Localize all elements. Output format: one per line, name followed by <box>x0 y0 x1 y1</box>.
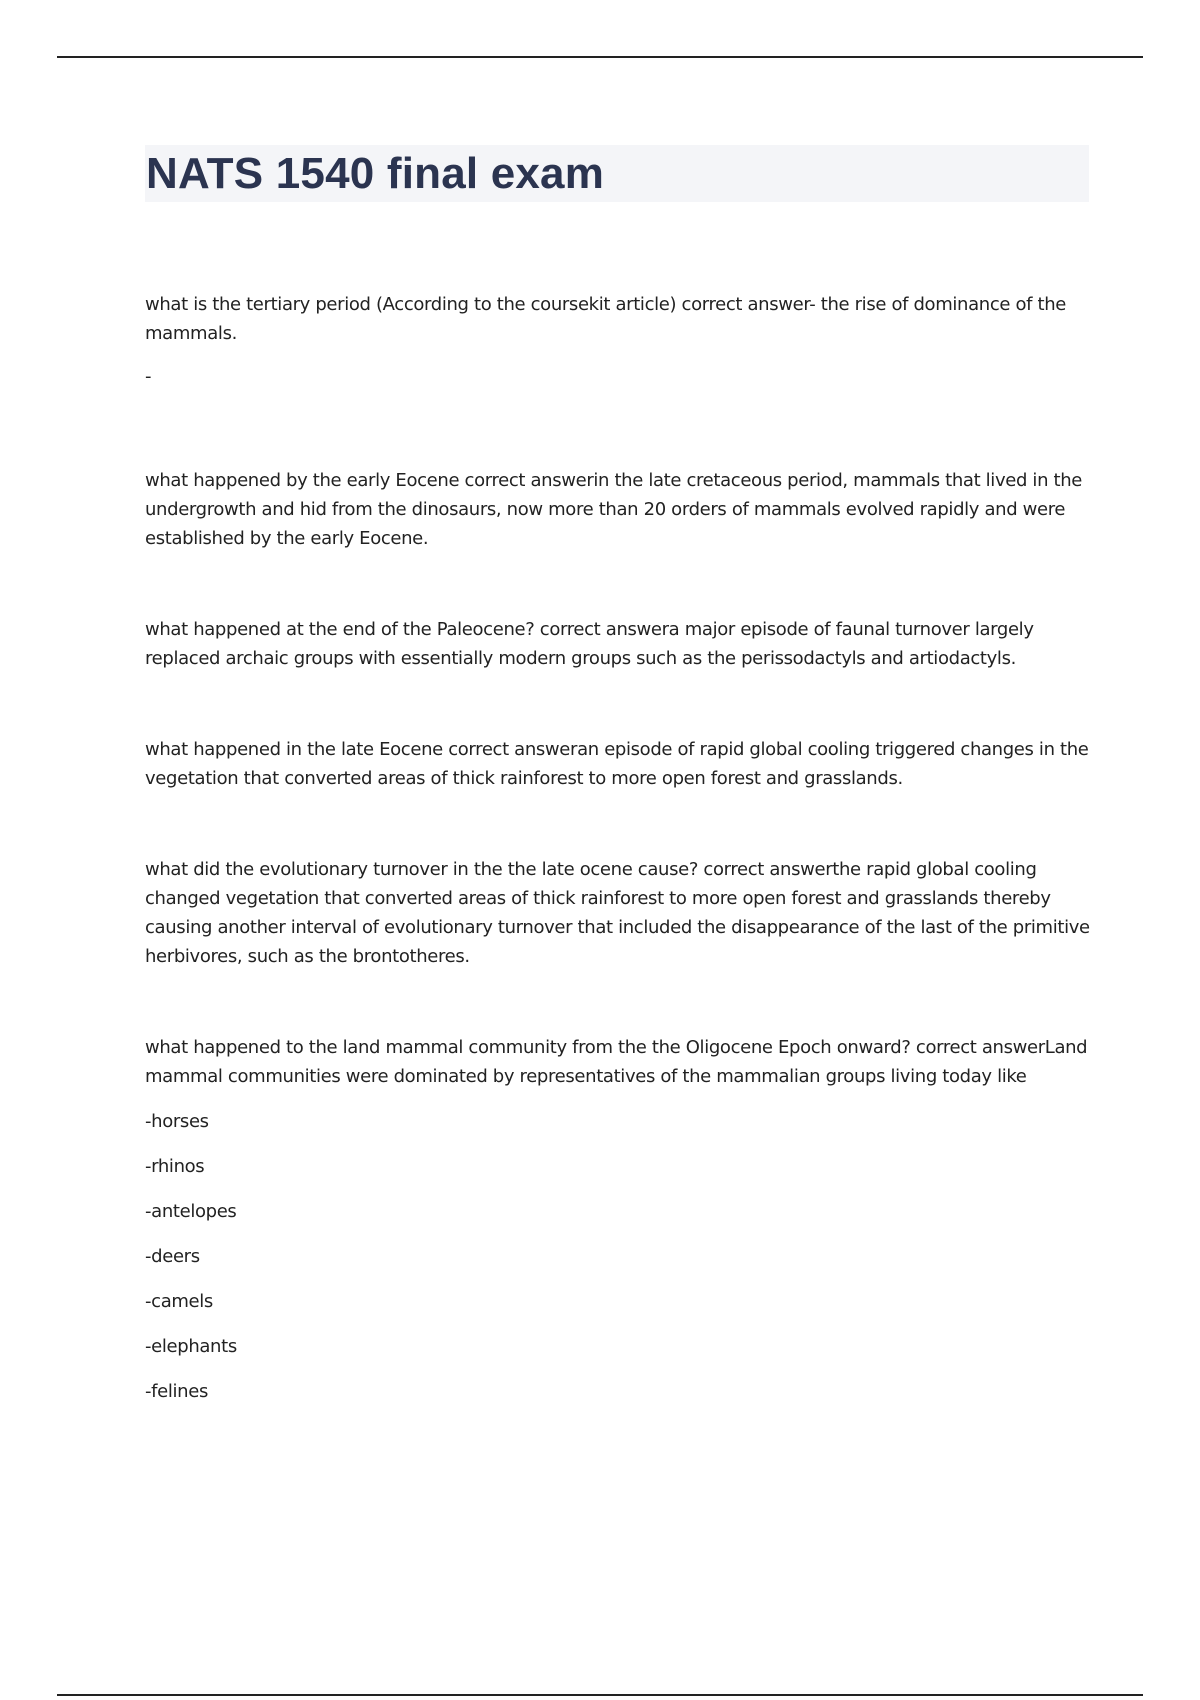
spacer <box>145 553 1090 615</box>
qa-tertiary-period: what is the tertiary period (According to the coursekit article) correct answer- the rise of dominance of the mammals. <box>145 294 1066 344</box>
list-item: -rhinos <box>145 1156 205 1177</box>
header-rule <box>57 56 1143 58</box>
list-item: -camels <box>145 1291 213 1312</box>
spacer <box>145 673 1090 735</box>
spacer <box>145 391 1090 466</box>
qa-end-paleocene: what happened at the end of the Paleocene? correct answera major episode of faunal turnover largely replaced archaic groups with essentially modern groups such as the perissodactyls and artiodactyls. <box>145 619 1034 669</box>
document-body <box>145 290 1090 1422</box>
footer-rule <box>57 1694 1143 1696</box>
spacer <box>145 348 1090 362</box>
spacer <box>145 971 1090 1033</box>
mammal-list <box>145 1107 1090 1422</box>
list-item: -elephants <box>145 1336 237 1357</box>
qa-early-eocene: what happened by the early Eocene correct answerin the late cretaceous period, mammals that lived in the undergrowth and hid from the dinosaurs, now more than 20 orders of mammals evolved rapidly and were established by the early Eocene. <box>145 470 1082 549</box>
spacer <box>145 793 1090 855</box>
dash-line: - <box>145 366 152 387</box>
list-item: -antelopes <box>145 1201 237 1222</box>
qa-oligocene-onward: what happened to the land mammal community from the the Oligocene Epoch onward? correct answerLand mammal communities were dominated by representatives of the mammalian groups living today like <box>145 1037 1088 1087</box>
list-item: -deers <box>145 1246 200 1267</box>
list-item: -horses <box>145 1111 209 1132</box>
qa-evolutionary-turnover: what did the evolutionary turnover in the the late ocene cause? correct answerthe rapid global cooling changed vegetation that converted areas of thick rainforest to more open forest and grasslands thereby causing another interval of evolutionary turnover that included the disappearance of the last of the primitive herbivores, such as the brontotheres. <box>145 859 1090 967</box>
document-title: NATS 1540 final exam <box>146 149 605 198</box>
list-item: -felines <box>145 1381 208 1402</box>
qa-late-eocene: what happened in the late Eocene correct answeran episode of rapid global cooling triggered changes in the vegetation that converted areas of thick rainforest to more open forest and grasslands. <box>145 739 1089 789</box>
